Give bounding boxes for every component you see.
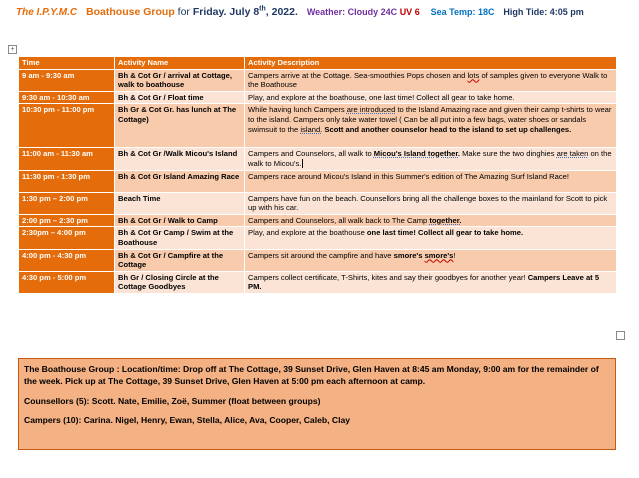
row-description bbox=[245, 104, 617, 148]
for-text: for bbox=[174, 6, 193, 18]
description-segment: Play, and explore at the boathouse bbox=[248, 228, 367, 238]
description-segment: lots bbox=[467, 70, 480, 80]
uv-index: UV 6 bbox=[399, 7, 420, 17]
table-header-row bbox=[19, 57, 617, 70]
description-segment: ! bbox=[453, 250, 456, 260]
row-description bbox=[245, 214, 617, 227]
group-name: Boathouse Group bbox=[86, 6, 175, 18]
row-time: 1:30 pm – 2:00 pm bbox=[19, 192, 115, 214]
row-description bbox=[245, 170, 617, 192]
row-activity: Bh & Cot Gr /Walk Micou's Island bbox=[115, 148, 245, 170]
counsellors-info: Counsellors (5): Scott. Nate, Emilie, Zoë, Summer (float between groups) bbox=[24, 396, 321, 406]
description-segment: Campers and Counselors, all walk to bbox=[248, 149, 374, 159]
table-row bbox=[19, 192, 617, 214]
date-main: Friday. July 8 bbox=[192, 6, 260, 18]
description-segment: Campers race around Micou's Island in this Summer's edition of The Amazing Surf Island Race! bbox=[248, 171, 570, 181]
row-activity: Bh & Cot Gr / arrival at Cottage, walk to boathouse bbox=[115, 69, 245, 91]
row-activity: Bh & Cot Gr Camp / Swim at the Boathouse bbox=[115, 227, 245, 249]
row-description bbox=[245, 69, 617, 91]
row-description bbox=[245, 148, 617, 170]
row-time: 2:30pm – 4:00 pm bbox=[19, 227, 115, 249]
weather-text: Weather: Cloudy 24C bbox=[306, 7, 400, 17]
row-activity: Bh Gr / Closing Circle at the Cottage Goodbyes bbox=[115, 271, 245, 293]
table-row bbox=[19, 69, 617, 91]
table-row bbox=[19, 227, 617, 249]
date-text bbox=[193, 6, 298, 18]
page-header bbox=[16, 4, 632, 20]
description-segment: Campers collect certificate, T-Shirts, kites and say their goodbyes for another year! bbox=[248, 272, 528, 282]
description-segment: of samples given to everyone Walk to the Boathouse bbox=[248, 70, 608, 90]
table-row bbox=[19, 170, 617, 192]
header-description: Activity Description bbox=[245, 57, 617, 70]
row-time: 2:00 pm – 2:30 pm bbox=[19, 214, 115, 227]
row-activity: Bh & Cot Gr / Campfire at the Cottage bbox=[115, 249, 245, 271]
table-row bbox=[19, 249, 617, 271]
row-activity: Bh & Cot Gr Island Amazing Race bbox=[115, 170, 245, 192]
header-activity: Activity Name bbox=[115, 57, 245, 70]
description-segment: Play, and explore at the boathouse, one last time! Collect all gear to take home. bbox=[248, 92, 515, 102]
row-time: 4:00 pm - 4:30 pm bbox=[19, 249, 115, 271]
description-segment: smore's bbox=[424, 250, 454, 260]
row-time: 4:30 pm - 5:00 pm bbox=[19, 271, 115, 293]
row-description bbox=[245, 91, 617, 104]
schedule-body bbox=[19, 69, 617, 293]
description-segment: one last time! Collect all gear to take home. bbox=[366, 228, 524, 238]
description-segment: to the Island Amazing race and given their camp t-shirts to wear to the island. Campers only take water towel ( Can be all put into a few bags, water shoes or sandals swimsuit to the bbox=[248, 105, 612, 134]
description-segment: island. bbox=[300, 124, 323, 134]
row-time: 9 am - 9:30 am bbox=[19, 69, 115, 91]
description-segment: While having lunch Campers bbox=[248, 105, 347, 115]
description-segment: smore's bbox=[393, 250, 423, 260]
table-move-handle-icon[interactable]: + bbox=[8, 45, 17, 54]
row-activity: Bh Gr & Cot Gr. has lunch at The Cottage) bbox=[115, 104, 245, 148]
description-segment: Campers sit around the campfire and have bbox=[248, 250, 394, 260]
text-cursor bbox=[302, 159, 303, 168]
table-row bbox=[19, 271, 617, 293]
description-segment: together. bbox=[429, 215, 462, 225]
campers-info: Campers (10): Carina. Nigel, Henry, Ewan, Stella, Alice, Ava, Cooper, Caleb, Clay bbox=[24, 415, 351, 425]
row-description bbox=[245, 249, 617, 271]
description-segment: are taken bbox=[556, 149, 589, 159]
table-resize-handle-icon[interactable] bbox=[616, 331, 625, 340]
row-activity: Bh & Cot Gr / Float time bbox=[115, 91, 245, 104]
table-row bbox=[19, 148, 617, 170]
row-activity: Bh & Cot Gr / Walk to Camp bbox=[115, 214, 245, 227]
description-segment: Campers and Counselors, all walk back to The Camp bbox=[248, 215, 430, 225]
table-row bbox=[19, 91, 617, 104]
description-segment: are introduced bbox=[346, 105, 396, 115]
date-suffix: th bbox=[259, 5, 266, 13]
row-description bbox=[245, 192, 617, 214]
row-time: 10:30 pm - 11:00 pm bbox=[19, 104, 115, 148]
org-name: The I.P.Y.M.C bbox=[16, 7, 78, 18]
table-row bbox=[19, 104, 617, 148]
schedule-table bbox=[18, 56, 617, 294]
row-time: 9:30 am - 10:30 am bbox=[19, 91, 115, 104]
row-description bbox=[245, 271, 617, 293]
header-time: Time bbox=[19, 57, 115, 70]
description-segment: on the walk to Micou's. bbox=[248, 149, 612, 168]
row-time: 11:30 pm - 1:30 pm bbox=[19, 170, 115, 192]
description-segment: Scott and another counselor head to the island to set up challenges. bbox=[324, 124, 572, 134]
date-year: , 2022. bbox=[265, 6, 298, 18]
table-row bbox=[19, 214, 617, 227]
description-segment: Make sure the two dinghies bbox=[459, 149, 557, 159]
location-info: The Boathouse Group : Location/time: Drop off at The Cottage, 39 Sunset Drive, Glen Haven at 8:45 am Monday, 9:00 am for the remainder of the week. Pick up at The Cottage, 39 Sunset Drive, Glen Haven at 5:00 pm each afternoon at camp. bbox=[24, 364, 599, 386]
row-activity: Beach Time bbox=[115, 192, 245, 214]
row-time: 11:00 am - 11:30 am bbox=[19, 148, 115, 170]
description-segment: Campers arrive at the Cottage. Sea-smoothies Pops chosen and bbox=[248, 70, 468, 80]
info-box bbox=[18, 358, 616, 450]
description-segment: Micou's Island together. bbox=[373, 149, 460, 159]
high-tide: High Tide: 4:05 pm bbox=[503, 7, 584, 17]
description-segment: Campers Leave at 5 PM. bbox=[248, 272, 600, 292]
description-segment: Campers have fun on the beach. Counsellors bring all the challenge boxes to the mainland for Scott to pick up with his car. bbox=[248, 193, 608, 213]
sea-temp: Sea Temp: 18C bbox=[430, 7, 495, 17]
row-description bbox=[245, 227, 617, 249]
